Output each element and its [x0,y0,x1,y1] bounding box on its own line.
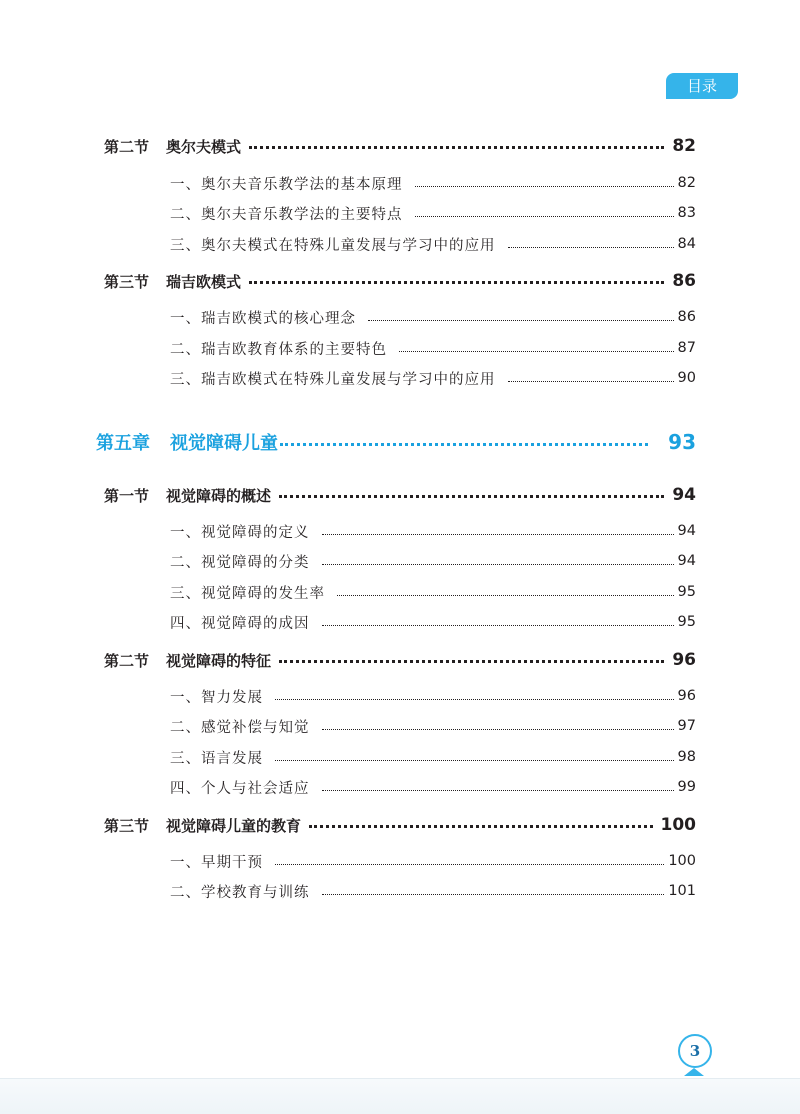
section-title: 视觉障碍的概述 [166,486,272,505]
dot-leader [508,247,674,248]
dot-leader [415,216,674,217]
dot-leader [415,186,674,187]
toc-item-entry[interactable] [170,367,696,389]
dot-leader [322,564,674,565]
page-number: 99 [677,779,696,795]
dot-leader [249,146,664,149]
toc-item-entry[interactable] [170,581,696,603]
dot-leader [275,760,674,761]
toc-item-entry[interactable] [170,611,696,633]
toc-item-entry[interactable] [170,850,696,872]
item-title: 四、个人与社会适应 [170,780,310,797]
toc-item-entry[interactable] [170,715,696,737]
toc-section-entry[interactable] [104,269,696,293]
section-number: 第三节 [104,816,150,835]
toc-item-entry[interactable] [170,172,696,194]
section-title: 奥尔夫模式 [166,137,242,156]
section-title: 视觉障碍儿童的教育 [166,816,302,835]
item-title: 四、视觉障碍的成因 [170,615,310,632]
section-number: 第二节 [104,137,150,156]
page-number-badge: 3 [678,1034,712,1068]
page-number: 96 [677,688,696,704]
item-title: 二、奥尔夫音乐教学法的主要特点 [170,206,403,223]
toc-item-entry[interactable] [170,337,696,359]
dot-leader [309,825,652,828]
toc-chapter-entry[interactable] [96,428,696,456]
section-number: 第一节 [104,486,150,505]
footer-band [0,1078,800,1114]
item-title: 一、视觉障碍的定义 [170,524,310,541]
page-number: 98 [677,749,696,765]
dot-leader [508,381,674,382]
dot-leader [280,443,648,446]
toc-section-entry[interactable] [104,134,696,158]
toc-section-entry[interactable] [104,813,696,837]
item-title: 三、奥尔夫模式在特殊儿童发展与学习中的应用 [170,237,496,254]
badge-arrow-icon [684,1068,704,1076]
dot-leader [322,790,674,791]
page-number: 101 [668,883,696,899]
section-title: 视觉障碍的特征 [166,651,272,670]
toc-item-entry[interactable] [170,776,696,798]
dot-leader [322,534,674,535]
page-number: 82 [677,175,696,191]
item-title: 二、学校教育与训练 [170,884,310,901]
toc-item-entry[interactable] [170,880,696,902]
dot-leader [275,699,674,700]
page-number: 94 [677,553,696,569]
toc-item-entry[interactable] [170,233,696,255]
item-title: 二、视觉障碍的分类 [170,554,310,571]
page-number: 96 [672,650,696,670]
page-number: 86 [677,309,696,325]
toc-item-entry[interactable] [170,202,696,224]
page-number: 86 [672,271,696,291]
dot-leader [322,729,674,730]
item-title: 一、早期干预 [170,854,263,871]
toc-section-entry[interactable] [104,648,696,672]
page-number: 87 [677,340,696,356]
toc-item-entry[interactable] [170,746,696,768]
page-number: 100 [668,853,696,869]
dot-leader [337,595,674,596]
page-number: 97 [677,718,696,734]
dot-leader [279,660,664,663]
chapter-title: 视觉障碍儿童 [170,433,278,454]
page-number: 84 [677,236,696,252]
dot-leader [275,864,664,865]
dot-leader [399,351,674,352]
dot-leader [249,281,664,284]
item-title: 一、瑞吉欧模式的核心理念 [170,310,356,327]
item-title: 三、瑞吉欧模式在特殊儿童发展与学习中的应用 [170,371,496,388]
page-number: 82 [672,136,696,156]
toc-item-entry[interactable] [170,685,696,707]
page-number: 100 [660,815,696,835]
page-number: 94 [672,485,696,505]
toc-item-entry[interactable] [170,520,696,542]
toc-tab: 目录 [666,73,738,99]
dot-leader [322,625,674,626]
toc-item-entry[interactable] [170,550,696,572]
item-title: 三、视觉障碍的发生率 [170,585,325,602]
toc-section-entry[interactable] [104,483,696,507]
page-number: 95 [677,584,696,600]
item-title: 二、瑞吉欧教育体系的主要特色 [170,341,387,358]
dot-leader [368,320,674,321]
dot-leader [279,495,664,498]
page-number: 95 [677,614,696,630]
item-title: 一、奥尔夫音乐教学法的基本原理 [170,176,403,193]
chapter-number: 第五章 [96,433,150,454]
page-number: 90 [677,370,696,386]
toc-item-entry[interactable] [170,306,696,328]
section-number: 第三节 [104,272,150,291]
section-number: 第二节 [104,651,150,670]
section-title: 瑞吉欧模式 [166,272,242,291]
page-number: 83 [677,205,696,221]
page-number: 94 [677,523,696,539]
item-title: 三、语言发展 [170,750,263,767]
item-title: 二、感觉补偿与知觉 [170,719,310,736]
page-number: 93 [668,430,696,454]
item-title: 一、智力发展 [170,689,263,706]
dot-leader [322,894,665,895]
